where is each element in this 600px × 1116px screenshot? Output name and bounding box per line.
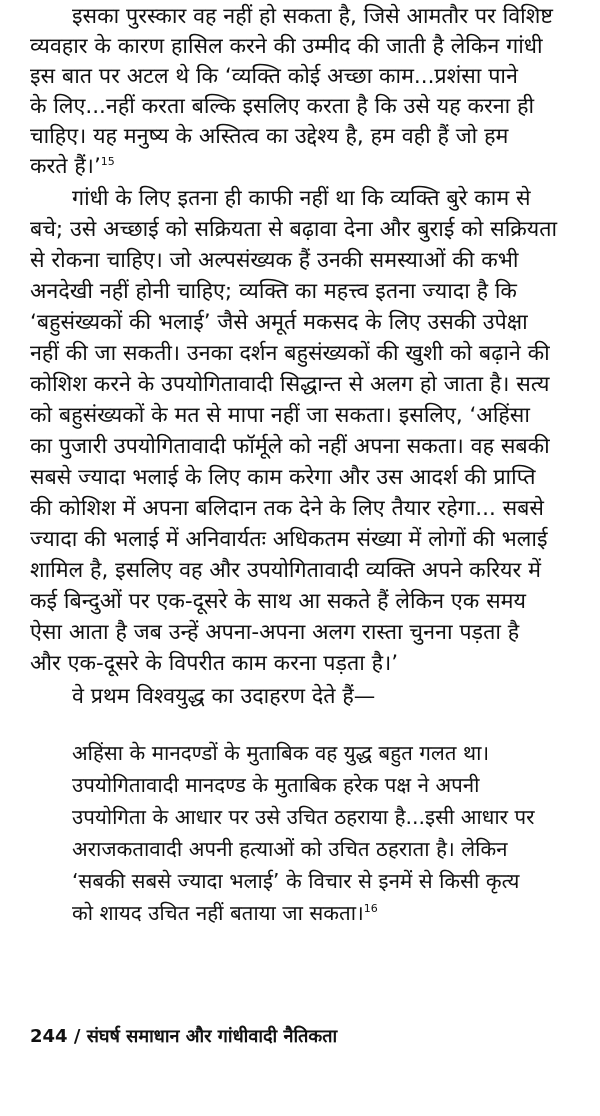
text-line: और एक-दूसरे के विपरीत काम करना पड़ता है।’ (30, 651, 399, 676)
text-line: के लिए...नहीं करता बल्कि इसलिए करता है कि उसे यह करना ही (30, 94, 535, 119)
text-line: ज्यादा की भलाई में अनिवार्यतः अधिकतम संख्या में लोगों की भलाई (30, 527, 548, 552)
quote-line: उपयोगिता के आधार पर उसे उचित ठहराया है...इसी आधार पर (72, 805, 535, 829)
text-line: इसका पुरस्कार वह नहीं हो सकता है, जिसे आमतौर पर विशिष्ट (72, 4, 553, 29)
text-line: बचे; उसे अच्छाई को सक्रियता से बढ़ावा देना और बुराई को सक्रियता (30, 217, 558, 242)
footnote-marker: 16 (363, 902, 378, 916)
text-line: गांधी के लिए इतना ही काफी नहीं था कि व्यक्ति बुरे काम से (72, 186, 531, 211)
text-line: की कोशिश में अपना बलिदान तक देने के लिए तैयार रहेगा... सबसे (30, 496, 544, 521)
text-fragment: करते हैं।’ (30, 154, 101, 179)
text-line: अनदेखी नहीं होनी चाहिए; व्यक्ति का महत्त्व इतना ज्यादा है कि (30, 279, 517, 304)
page-footer (30, 1024, 337, 1048)
text-fragment: को शायद उचित नहीं बताया जा सकता। (72, 901, 364, 925)
quote-line: अहिंसा के मानदण्डों के मुताबिक वह युद्ध बहुत गलत था। (72, 741, 490, 765)
text-line: कई बिन्दुओं पर एक-दूसरे के साथ आ सकते हैं लेकिन एक समय (30, 589, 526, 614)
text-line: को बहुसंख्यकों के मत से मापा नहीं जा सकता। इसलिए, ‘अहिंसा (30, 403, 530, 428)
text-line (30, 152, 115, 182)
text-line: कोशिश करने के उपयोगितावादी सिद्धान्त से अलग हो जाता है। सत्य (30, 372, 550, 397)
page-number: 244 (30, 1026, 68, 1047)
footnote-marker: 15 (100, 154, 115, 168)
quote-line: उपयोगितावादी मानदण्ड के मुताबिक हरेक पक्ष ने अपनी (72, 773, 480, 797)
book-title: संघर्ष समाधान और गांधीवादी नैतिकता (86, 1026, 338, 1047)
text-line: शामिल है, इसलिए वह और उपयोगितावादी व्यक्ति अपने करियर में (30, 558, 542, 583)
text-line: इस बात पर अटल थे कि ‘व्यक्ति कोई अच्छा काम...प्रशंसा पाने (30, 64, 518, 89)
text-line: नहीं की जा सकती। उनका दर्शन बहुसंख्यकों की खुशी को बढ़ाने की (30, 341, 550, 366)
quote-intro: वे प्रथम विश्वयुद्ध का उदाहरण देते हैं— (72, 684, 376, 709)
text-line: ‘बहुसंख्यकों की भलाई’ जैसे अमूर्त मकसद के लिए उसकी उपेक्षा (30, 310, 528, 335)
text-line: सबसे ज्यादा भलाई के लिए काम करेगा और उस आदर्श की प्राप्ति (30, 465, 536, 490)
text-line: व्यवहार के कारण हासिल करने की उम्मीद की जाती है लेकिन गांधी (30, 34, 543, 59)
quote-line: ‘सबकी सबसे ज्यादा भलाई’ के विचार से इनमें से किसी कृत्य (72, 869, 520, 893)
text-line: चाहिए। यह मनुष्य के अस्तित्व का उद्देश्य है, हम वही हैं जो हम (30, 124, 509, 149)
text-line: से रोकना चाहिए। जो अल्पसंख्यक हैं उनकी समस्याओं की कभी (30, 248, 519, 273)
footer-separator: / (67, 1026, 87, 1047)
text-line: ऐसा आता है जब उन्हें अपना-अपना अलग रास्ता चुनना पड़ता है (30, 620, 520, 645)
text-line: का पुजारी उपयोगितावादी फॉर्मूले को नहीं अपना सकता। वह सबकी (30, 434, 550, 459)
quote-line (72, 898, 378, 928)
quote-line: अराजकतावादी अपनी हत्याओं को उचित ठहराता है। लेकिन (72, 837, 508, 861)
